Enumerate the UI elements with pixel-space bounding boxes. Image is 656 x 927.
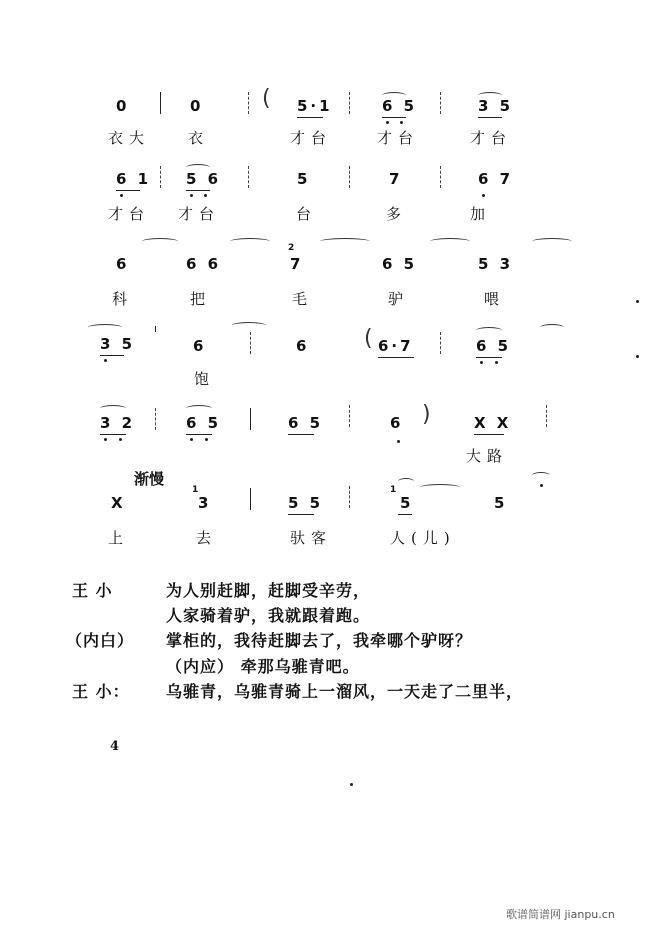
lyric: 衣大 [108,129,151,147]
dialogue-line: 为人别赶脚，赶脚受辛劳， [166,581,371,600]
note: 5 6 [186,170,222,188]
beam [297,117,323,118]
lyric: 人(儿) [390,529,456,547]
beam [382,117,406,118]
barline [250,408,251,430]
tempo-marking: 渐慢 [134,470,165,488]
page-number: 4 [110,739,120,754]
speck [636,355,639,358]
barline [440,166,442,188]
lyric: 上 [108,529,130,547]
dialogue-line: 人家骑着驴，我就跟着跑。 [166,606,371,625]
note: 3 5 [100,335,136,353]
beam [100,434,126,435]
octave-dot [482,194,485,197]
lyric: 衣 [188,129,210,147]
note: 7 [290,255,304,273]
dialogue-line: 掌柜的，我待赶脚去了，我牵哪个驴呀？ [166,631,473,650]
lyric: 才台 [178,205,221,223]
lyric: 大路 [466,447,509,465]
slur [532,238,572,245]
slur [476,327,502,334]
barline [250,332,252,354]
barline [546,405,548,427]
note: 6 [390,414,404,432]
octave-dot [386,121,389,124]
note: 3 5 [478,97,514,115]
beam [100,355,124,356]
speaker-label: （内白） [66,631,135,650]
octave-dot [190,194,193,197]
octave-dot [400,121,403,124]
beam [478,117,502,118]
slur-bracket: ( [262,86,271,111]
lyric: 科 [112,290,134,308]
slur [230,238,270,245]
lyric: 毛 [292,290,314,308]
lyric: 才台 [290,129,333,147]
beam [186,190,210,191]
fermata-dot [540,484,543,487]
beam [398,514,412,515]
barline [440,332,442,354]
note: 6·7 [378,337,414,355]
fermata-dot [397,440,400,443]
octave-dot [119,438,122,441]
barline [349,486,351,508]
note: 5 3 [478,255,514,273]
dialogue-line: 乌骓青，乌骓青骑上一溜风，一天走了二里半， [166,682,524,701]
barline [248,166,250,188]
lyric: 驴 [388,290,410,308]
slur [420,484,460,491]
note: 6 5 [382,97,418,115]
note: X X [474,414,512,432]
octave-dot [104,438,107,441]
beam [474,434,504,435]
note: 6 [193,337,207,355]
barline [250,488,251,510]
lyric: 饱 [194,370,216,388]
note: 6 [296,337,310,355]
beam [288,514,314,515]
note: 6 1 [116,170,152,188]
barline [349,405,351,427]
note: 6 5 [476,337,512,355]
slur-bracket: ( [364,326,373,351]
slur [186,405,212,412]
speck [350,783,353,786]
octave-dot [205,438,208,441]
note: 6 5 [186,414,222,432]
note: 6 7 [478,170,514,188]
lyric: 去 [196,529,218,547]
note: 5 [297,170,311,188]
barline [155,326,156,332]
fermata [398,478,414,485]
barline [440,92,442,114]
watermark: 歌谱简谱网 jianpu.cn [506,908,615,921]
note: 6 [116,255,130,273]
speaker-label: 王 小： [72,682,130,701]
grace-note: 2 [288,243,295,253]
beam [116,190,140,191]
slur [88,324,122,331]
lyric: 台 [296,205,318,223]
beam [186,434,212,435]
barline [160,166,162,188]
note: 3 [198,494,212,512]
note: 0 [190,97,204,115]
octave-dot [190,438,193,441]
slur [320,238,370,245]
note: 5 5 [288,494,324,512]
beam [288,434,314,435]
grace-note: 1 [390,485,397,495]
lyric: 才台 [377,129,420,147]
lyric: 喂 [484,290,506,308]
speck [636,300,639,303]
note: 6 6 [186,255,222,273]
octave-dot [204,194,207,197]
slur [540,324,564,331]
speaker-label: 王 小 [72,581,113,600]
octave-dot [120,194,123,197]
octave-dot [495,361,498,364]
note: 6 5 [288,414,324,432]
slur-bracket: ) [422,402,431,427]
fermata [532,472,550,479]
lyric: 才台 [470,129,513,147]
slur [100,405,126,412]
barline [248,92,250,114]
note: 5·1 [297,97,333,115]
note: 3 2 [100,414,136,432]
note: 6 5 [382,255,418,273]
barline [155,408,157,430]
beam [378,357,414,358]
note: 0 [116,97,130,115]
lyric: 加 [470,205,492,223]
octave-dot [480,361,483,364]
note: X [111,494,126,512]
lyric: 把 [190,290,212,308]
octave-dot [104,359,107,362]
barline [349,92,351,114]
slur [430,238,470,245]
note: 5 [400,494,414,512]
note: 7 [389,170,403,188]
lyric: 多 [386,205,408,223]
barline [349,166,351,188]
grace-note: 1 [192,485,199,495]
slur [232,322,266,329]
slur [142,238,178,245]
lyric: 驮客 [290,529,333,547]
note: 5 [494,494,508,512]
lyric: 才台 [108,205,151,223]
dialogue-line: （内应） 牵那乌骓青吧。 [166,657,360,676]
beam [476,357,502,358]
barline [160,92,161,114]
